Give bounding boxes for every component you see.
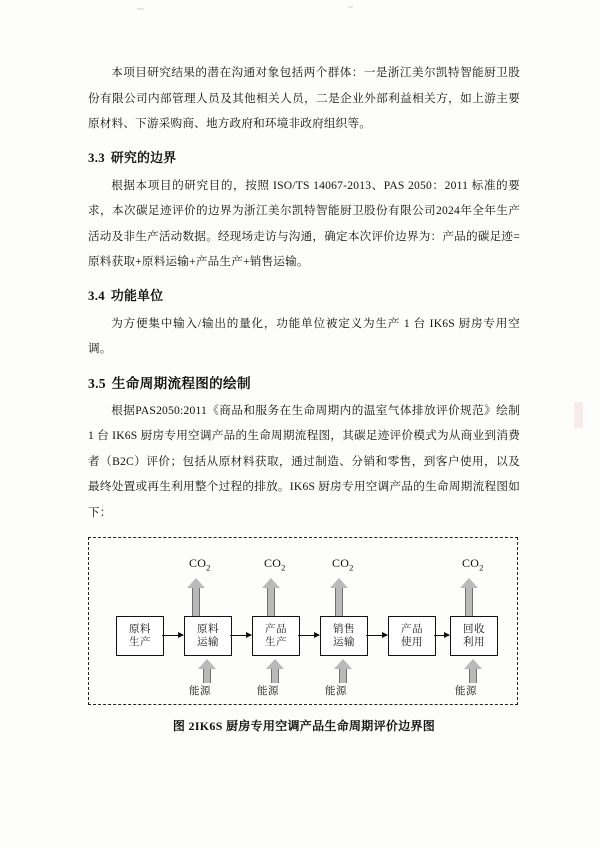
section-heading-3-3 bbox=[88, 146, 520, 171]
section-number: 3.5 bbox=[88, 375, 106, 391]
energy-arrow-head-4 bbox=[464, 659, 482, 669]
figure-caption-text: IK6S 厨房专用空调产品生命周期评价边界图 bbox=[194, 719, 436, 733]
co2-arrow-shaft-4 bbox=[465, 588, 473, 616]
lifecycle-diagram bbox=[88, 537, 518, 705]
node-raw-material-production: 原料 生产 bbox=[116, 616, 164, 656]
energy-label-2: 能源 bbox=[257, 686, 279, 697]
flow-arrow-5 bbox=[434, 635, 449, 636]
paragraph-boundary: 根据本项目的研究目的，按照 ISO/TS 14067-2013、PAS 2050：2011 标准的要求，本次碳足迹评价的边界为浙江美尔凯特智能厨卫股份有限公司2024年全年生产活动及非生产活动数据。经现场走访与沟通，确定本次评价边界为：产品的碳足迹=原料获取+原料运输+产品生产+销售运输。 bbox=[88, 178, 520, 268]
co2-arrow-head-4 bbox=[460, 578, 478, 588]
section-title: 生命周期流程图的绘制 bbox=[111, 375, 251, 391]
energy-label-3: 能源 bbox=[325, 686, 347, 697]
energy-label-1: 能源 bbox=[189, 686, 211, 697]
paragraph-lifecycle: 根据PAS2050:2011《商品和服务在生命周期内的温室气体排放评价规范》绘制 1 台 IK6S 厨房专用空调产品的生命周期流程图，其碳足迹评价模式为从商业到消费者（B2C）评价；包括从原材料获取，通过制造、分销和零售，到客户使用，以及最终处置或再生利用整个过程的排放。IK6S 厨房专用空调产品的生命周期流程图如下： bbox=[88, 403, 520, 519]
section-heading-3-5 bbox=[88, 371, 520, 396]
energy-arrow-shaft-1 bbox=[203, 669, 211, 683]
co2-arrow-head-1 bbox=[187, 578, 205, 588]
scan-artifact bbox=[348, 6, 353, 8]
section-title: 功能单位 bbox=[110, 288, 164, 303]
scan-artifact bbox=[574, 402, 583, 428]
energy-arrow-shaft-4 bbox=[469, 669, 477, 683]
paragraph-functional-unit: 为方便集中输入/输出的量化，功能单位被定义为生产 1 台 IK6S 厨房专用空调。 bbox=[88, 316, 520, 355]
energy-arrow-head-1 bbox=[198, 659, 216, 669]
energy-arrow-shaft-2 bbox=[271, 669, 279, 683]
co2-arrow-shaft-2 bbox=[267, 588, 275, 616]
node-sales-transport: 销售 运输 bbox=[320, 616, 368, 656]
section-title: 研究的边界 bbox=[110, 150, 177, 165]
paragraph-intro: 本项目研究结果的潜在沟通对象包括两个群体：一是浙江美尔凯特智能厨卫股份有限公司内部管理人员及其他相关人员，二是企业外部利益相关方，如上游主要原材料、下游采购商、地方政府和环境非政府组织等。 bbox=[88, 66, 520, 130]
node-recycling-reuse: 回收 利用 bbox=[450, 616, 498, 656]
document-body bbox=[88, 60, 520, 734]
energy-arrow-shaft-3 bbox=[339, 669, 347, 683]
energy-label-4: 能源 bbox=[455, 686, 477, 697]
flow-arrow-1 bbox=[162, 635, 183, 636]
energy-arrow-head-2 bbox=[266, 659, 284, 669]
flow-arrow-2 bbox=[230, 635, 251, 636]
figure-caption-number: 图 2 bbox=[172, 719, 195, 733]
co2-arrow-shaft-3 bbox=[335, 588, 343, 616]
section-number: 3.4 bbox=[88, 288, 105, 303]
scan-artifact bbox=[137, 8, 144, 10]
energy-arrow-head-3 bbox=[334, 659, 352, 669]
section-number: 3.3 bbox=[88, 150, 105, 165]
co2-arrow-head-3 bbox=[330, 578, 348, 588]
co2-label-2: $CO_2$ bbox=[264, 556, 286, 573]
node-product-manufacture: 产品 生产 bbox=[252, 616, 300, 656]
co2-label-3: $CO_2$ bbox=[332, 556, 354, 573]
section-heading-3-4 bbox=[88, 284, 520, 309]
node-product-use: 产品 使用 bbox=[388, 616, 436, 656]
co2-label-4: $CO_2$ bbox=[462, 556, 484, 573]
co2-arrow-shaft-1 bbox=[192, 588, 200, 616]
flow-arrow-3 bbox=[298, 635, 319, 636]
co2-label-1: $CO_2$ bbox=[189, 556, 211, 573]
co2-arrow-head-2 bbox=[262, 578, 280, 588]
node-raw-material-transport: 原料 运输 bbox=[184, 616, 232, 656]
figure-caption bbox=[88, 717, 520, 734]
figure-lifecycle-boundary bbox=[88, 537, 520, 734]
flow-arrow-4 bbox=[366, 635, 387, 636]
